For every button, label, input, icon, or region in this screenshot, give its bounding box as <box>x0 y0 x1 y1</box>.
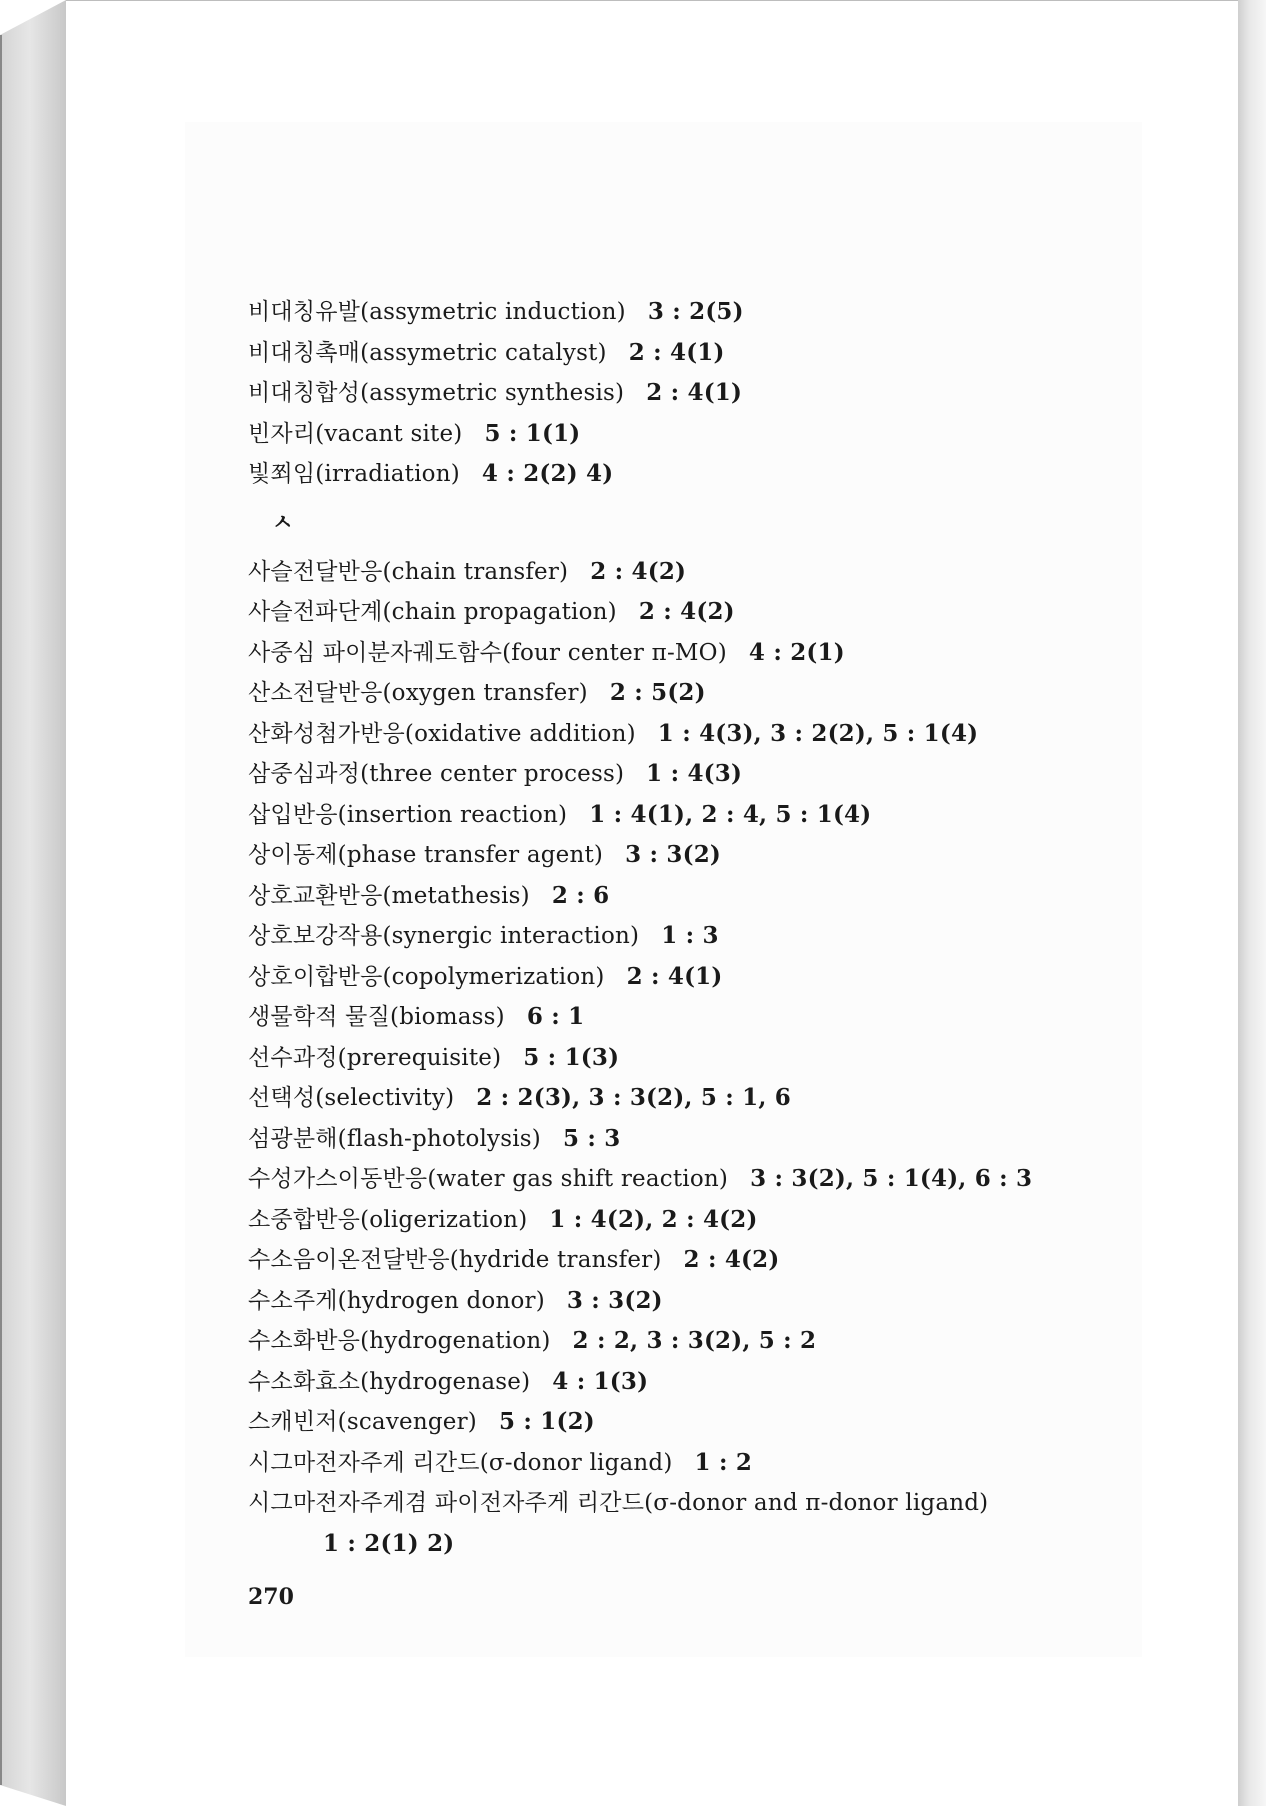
index-entry <box>248 916 1128 957</box>
index-entry <box>248 1119 1128 1160</box>
page-number: 270 <box>248 1584 294 1610</box>
index-entry <box>248 592 1128 633</box>
index-term: 산화성첨가반응(oxidative addition) <box>248 720 636 747</box>
index-group-before-section <box>248 292 1128 495</box>
index-page-ref: 5 : 1(3) <box>523 1043 620 1071</box>
index-page-ref: 4 : 1(3) <box>552 1367 649 1395</box>
index-entry <box>248 1159 1128 1200</box>
spine-edge <box>0 35 2 1785</box>
index-page-ref: 2 : 4(2) <box>638 598 735 625</box>
index-term: 빈자리(vacant site) <box>248 420 463 447</box>
index-term: 선수과정(prerequisite) <box>248 1044 502 1071</box>
index-page-ref: 2 : 4(1) <box>646 379 743 406</box>
index-page-ref: 4 : 2(2) 4) <box>481 460 614 487</box>
index-page-ref: 4 : 2(1) <box>748 638 845 666</box>
index-page-ref: 2 : 4(2) <box>590 557 687 585</box>
index-term: 사슬전달반응(chain transfer) <box>248 558 569 585</box>
index-term: 빛쬐임(irradiation) <box>248 461 460 487</box>
index-page-ref: 5 : 3 <box>562 1124 621 1152</box>
index-entry <box>248 373 1128 414</box>
index-term: 수성가스이동반응(water gas shift reaction) <box>248 1166 729 1192</box>
index-term: 상호교환반응(metathesis) <box>248 882 530 909</box>
index-entry <box>248 795 1128 836</box>
index-entry <box>248 754 1128 795</box>
section-header: ㅅ <box>272 509 294 536</box>
index-page-ref: 5 : 1(2) <box>498 1408 595 1435</box>
index-term: 섬광분해(flash-photolysis) <box>248 1125 541 1152</box>
index-term: 상호이합반응(copolymerization) <box>248 963 605 990</box>
index-page-ref: 5 : 1(1) <box>484 419 581 447</box>
index-entry <box>248 1281 1128 1322</box>
index-page-ref: 2 : 2, 3 : 3(2), 5 : 2 <box>572 1327 817 1354</box>
index-term: 상이동제(phase transfer agent) <box>248 842 604 868</box>
index-group-after-section <box>248 552 1128 1524</box>
index-term: 스캐빈저(scavenger) <box>248 1409 477 1435</box>
index-page-ref: 1 : 2 <box>694 1448 753 1476</box>
index-entry <box>248 876 1128 917</box>
entry-continuation-ref: 1 : 2(1) 2) <box>323 1529 455 1557</box>
index-page-ref: 2 : 6 <box>551 881 610 909</box>
index-page-ref: 2 : 5(2) <box>609 679 706 706</box>
index-page-ref: 2 : 4(2) <box>683 1246 780 1273</box>
index-entry <box>248 1078 1128 1119</box>
index-page-ref: 1 : 4(3) <box>646 760 743 787</box>
index-page-ref: 1 : 4(2), 2 : 4(2) <box>549 1205 758 1233</box>
index-term: 상호보강작용(synergic interaction) <box>248 923 640 949</box>
index-entry <box>248 1200 1128 1241</box>
index-page-ref: 3 : 3(2), 5 : 1(4), 6 : 3 <box>750 1165 1033 1192</box>
index-entry <box>248 1321 1128 1362</box>
index-page-ref: 2 : 4(1) <box>626 962 723 990</box>
index-term: 비대칭합성(assymetric synthesis) <box>248 380 625 406</box>
index-term: 수소주게(hydrogen donor) <box>248 1287 545 1314</box>
index-entry <box>248 1240 1128 1281</box>
index-entry <box>248 1443 1128 1484</box>
index-term: 사슬전파단계(chain propagation) <box>248 599 617 625</box>
index-term: 시그마전자주게 리간드(σ-donor ligand) <box>248 1449 673 1476</box>
index-term: 소중합반응(oligerization) <box>248 1206 528 1233</box>
index-page-ref: 3 : 2(5) <box>647 298 744 325</box>
index-term: 수소화효소(hydrogenase) <box>248 1368 531 1395</box>
index-page-ref: 2 : 2(3), 3 : 3(2), 5 : 1, 6 <box>476 1084 791 1111</box>
index-entry <box>248 552 1128 593</box>
index-entry <box>248 292 1128 333</box>
index-term: 생물학적 물질(biomass) <box>248 1004 505 1030</box>
index-entry <box>248 997 1128 1038</box>
index-page-ref: 3 : 3(2) <box>566 1286 663 1314</box>
index-term: 산소전달반응(oxygen transfer) <box>248 680 588 706</box>
index-term: 선택성(selectivity) <box>248 1085 455 1111</box>
index-entry <box>248 1362 1128 1403</box>
index-page-ref: 6 : 1 <box>526 1003 585 1030</box>
index-entry <box>248 633 1128 674</box>
book-spine <box>0 0 67 1806</box>
index-page-ref: 1 : 3 <box>661 922 719 949</box>
index-term: 비대칭촉매(assymetric catalyst) <box>248 339 607 366</box>
index-entry <box>248 454 1128 495</box>
index-entry <box>248 414 1128 455</box>
index-term: 삽입반응(insertion reaction) <box>248 801 568 828</box>
index-entries <box>248 292 1128 1564</box>
index-page-ref: 2 : 4(1) <box>628 338 725 366</box>
index-entry <box>248 1402 1128 1443</box>
index-term: 수소음이온전달반응(hydride transfer) <box>248 1247 662 1273</box>
index-page-ref: 3 : 3(2) <box>625 841 721 868</box>
index-term: 삼중심과정(three center process) <box>248 761 625 787</box>
index-term: 수소화반응(hydrogenation) <box>248 1328 551 1354</box>
index-entry <box>248 333 1128 374</box>
index-page-ref: 1 : 4(3), 3 : 2(2), 5 : 1(4) <box>657 719 979 747</box>
index-page-ref: 1 : 4(1), 2 : 4, 5 : 1(4) <box>589 800 872 828</box>
index-entry <box>248 1483 1128 1524</box>
index-term: 비대칭유발(assymetric induction) <box>248 299 626 325</box>
index-entry <box>248 714 1128 755</box>
index-term: 시그마전자주게겸 파이전자주게 리간드(σ-donor and π-donor ligand) <box>248 1490 989 1516</box>
index-entry <box>248 1038 1128 1079</box>
index-entry <box>248 957 1128 998</box>
page-edge-shadow <box>1238 0 1266 1806</box>
index-entry <box>248 673 1128 714</box>
index-term: 사중심 파이분자궤도함수(four center π-MO) <box>248 639 727 666</box>
index-entry <box>248 835 1128 876</box>
